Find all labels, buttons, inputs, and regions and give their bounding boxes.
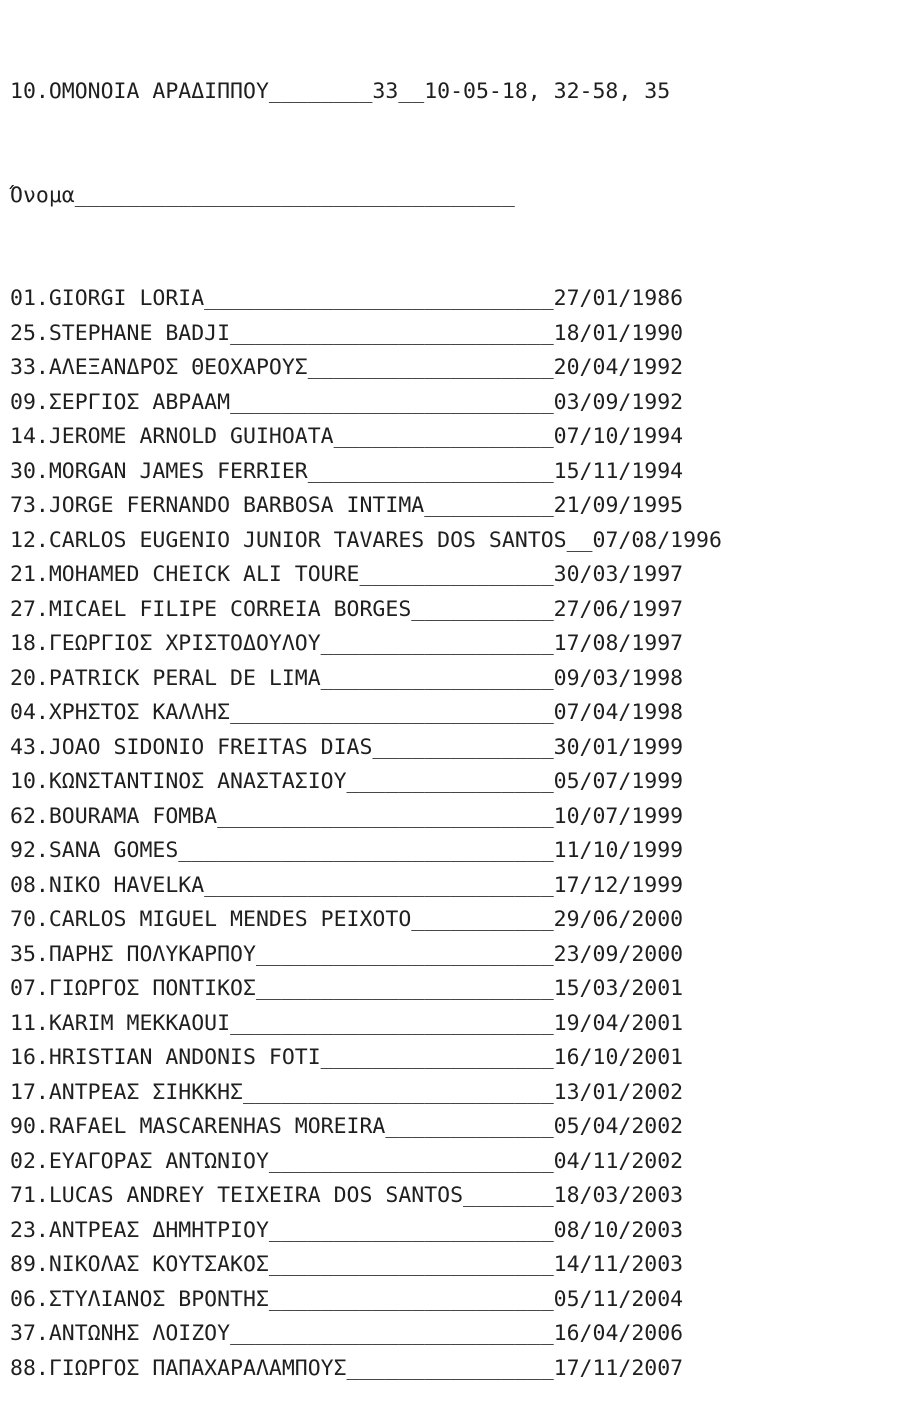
player-row	[10, 800, 900, 835]
player-entry: 07.ΓΙΩΡΓΟΣ ΠΟΝΤΙΚΟΣ	[10, 976, 256, 1001]
player-row	[10, 282, 900, 317]
player-birth-date: 15/11/1994	[553, 458, 684, 484]
player-row	[10, 1352, 900, 1387]
player-entry: 25.STEPHANE BADJI	[10, 320, 231, 346]
player-entry: 70.CARLOS MIGUEL MENDES PEIXOTO	[10, 907, 412, 932]
player-row	[10, 386, 900, 421]
player-row	[10, 524, 900, 559]
underline-fill: __________________	[320, 631, 554, 656]
player-row	[10, 1248, 900, 1283]
player-row	[10, 938, 900, 973]
underline-fill: ______________	[372, 734, 554, 760]
player-entry: 30.MORGAN JAMES FERRIER	[10, 458, 308, 484]
player-birth-date: 27/06/1997	[553, 596, 684, 622]
player-birth-date: 11/10/1999	[553, 838, 684, 863]
underline-fill: _________________	[333, 424, 554, 449]
player-birth-date: 05/07/1999	[553, 769, 684, 794]
player-entry: 16.HRISTIAN ANDONIS FOTI	[10, 1045, 321, 1070]
underline-fill: ______________________	[268, 1286, 554, 1312]
player-entry: 17.ΑΝΤΡΕΑΣ ΣΙΗΚΚΗΣ	[10, 1079, 243, 1105]
player-birth-date: 16/10/2001	[553, 1045, 684, 1070]
underline-fill: _______________	[359, 562, 554, 587]
player-row	[10, 455, 900, 490]
player-birth-date: 18/03/2003	[553, 1183, 684, 1208]
player-row	[10, 558, 900, 593]
player-list	[10, 282, 900, 1386]
player-birth-date: 04/11/2002	[553, 1148, 684, 1174]
player-row	[10, 351, 900, 386]
player-entry: 04.ΧΡΗΣΤΟΣ ΚΑΛΛΗΣ	[10, 700, 231, 725]
underline-fill: __________________	[320, 665, 554, 691]
player-birth-date: 17/08/1997	[553, 631, 684, 656]
underline-fill: __________________________	[217, 803, 554, 829]
player-row	[10, 869, 900, 904]
player-birth-date: 19/04/2001	[553, 1010, 684, 1036]
underline-fill: ___________	[411, 596, 554, 622]
underline-fill: ___________________	[307, 355, 554, 380]
underline-fill: ___________________________	[204, 872, 554, 898]
player-entry: 18.ΓΕΩΡΓΙΟΣ ΧΡΙΣΤΟΔΟΥΛΟΥ	[10, 631, 321, 656]
underline-fill: ___________________________	[204, 286, 554, 311]
underline-fill: __________	[424, 493, 554, 518]
player-row	[10, 972, 900, 1007]
player-row	[10, 1041, 900, 1076]
player-birth-date: 13/01/2002	[553, 1079, 684, 1105]
player-row	[10, 593, 900, 628]
player-entry: 20.PATRICK PERAL DE LIMA	[10, 665, 321, 691]
player-entry: 90.RAFAEL MASCARENHAS MOREIRA	[10, 1114, 386, 1139]
underline-fill: __	[566, 527, 593, 553]
underline-fill: _________________________	[230, 320, 554, 346]
player-row	[10, 1283, 900, 1318]
player-entry: 27.MICAEL FILIPE CORREIA BORGES	[10, 596, 412, 622]
player-entry: 02.ΕΥΑΓΟΡΑΣ ΑΝΤΩΝΙΟΥ	[10, 1148, 269, 1174]
underline-fill: _________________________	[230, 1321, 554, 1346]
player-entry: 35.ΠΑΡΗΣ ΠΟΛΥΚΑΡΠΟΥ	[10, 941, 256, 967]
player-entry: 62.BOURAMA FOMBA	[10, 803, 218, 829]
player-birth-date: 17/12/1999	[553, 872, 684, 898]
player-birth-date: 27/01/1986	[553, 286, 684, 311]
player-entry: 09.ΣΕΡΓΙΟΣ ΑΒΡΑΑΜ	[10, 389, 231, 415]
player-birth-date: 21/09/1995	[553, 493, 684, 518]
underline-fill: ______________________	[268, 1217, 554, 1243]
player-birth-date: 15/03/2001	[553, 976, 684, 1001]
player-entry: 01.GIORGI LORIA	[10, 286, 205, 311]
player-entry: 10.ΚΩΝΣΤΑΝΤΙΝΟΣ ΑΝΑΣΤΑΣΙΟΥ	[10, 769, 347, 794]
underline-fill: _____________________________	[178, 838, 554, 863]
player-entry: 92.SANA GOMES	[10, 838, 179, 863]
player-entry: 71.LUCAS ANDREY TEIXEIRA DOS SANTOS	[10, 1183, 464, 1208]
underline-fill: ________________________	[243, 1079, 554, 1105]
player-entry: 11.KARIM MEKKAOUI	[10, 1010, 231, 1036]
player-birth-date: 07/08/1996	[592, 527, 722, 553]
player-entry: 73.JORGE FERNANDO BARBOSA INTIMA	[10, 493, 425, 518]
player-row	[10, 1317, 900, 1352]
player-row	[10, 662, 900, 697]
player-birth-date: 08/10/2003	[553, 1217, 684, 1243]
player-row	[10, 627, 900, 662]
underline-fill: _________________________	[230, 389, 554, 415]
player-row	[10, 489, 900, 524]
player-entry: 89.ΝΙΚΟΛΑΣ ΚΟΥΤΣΑΚΟΣ	[10, 1252, 269, 1277]
player-birth-date: 05/04/2002	[553, 1114, 684, 1139]
underline-fill: __________________	[320, 1045, 554, 1070]
player-row	[10, 1007, 900, 1042]
underline-fill: _______________________	[255, 976, 554, 1001]
player-birth-date: 30/03/1997	[553, 562, 684, 587]
player-entry: 43.JOAO SIDONIO FREITAS DIAS	[10, 734, 373, 760]
underline-fill: ______________________	[268, 1148, 554, 1174]
player-entry: 14.JEROME ARNOLD GUIHOATA	[10, 424, 334, 449]
player-birth-date: 03/09/1992	[553, 389, 684, 415]
player-row	[10, 420, 900, 455]
player-row	[10, 1214, 900, 1249]
underline-fill: _________________________	[230, 700, 554, 725]
player-entry: 21.MOHAMED CHEICK ALI TOURE	[10, 562, 360, 587]
player-entry: 06.ΣΤΥΛΙΑΝΟΣ ΒΡΟΝΤΗΣ	[10, 1286, 269, 1312]
player-birth-date: 17/11/2007	[553, 1355, 684, 1381]
underline-fill: _______________________	[255, 941, 554, 967]
player-birth-date: 07/10/1994	[553, 424, 684, 449]
underline-fill: ___________	[411, 907, 554, 932]
player-birth-date: 30/01/1999	[553, 734, 684, 760]
player-row	[10, 696, 900, 731]
player-birth-date: 20/04/1992	[553, 355, 684, 380]
underline-fill: ___________________	[307, 458, 554, 484]
player-entry: 37.ΑΝΤΩΝΗΣ ΛΟΙΖΟΥ	[10, 1321, 231, 1346]
player-birth-date: 29/06/2000	[553, 907, 684, 932]
player-birth-date: 16/04/2006	[553, 1321, 684, 1346]
player-row	[10, 1076, 900, 1111]
player-birth-date: 14/11/2003	[553, 1252, 684, 1277]
player-birth-date: 18/01/1990	[553, 320, 684, 346]
underline-fill: ________________	[346, 769, 554, 794]
player-row	[10, 317, 900, 352]
player-row	[10, 731, 900, 766]
player-entry: 23.ΑΝΤΡΕΑΣ ΔΗΜΗΤΡΙΟΥ	[10, 1217, 269, 1243]
player-row	[10, 1179, 900, 1214]
player-birth-date: 05/11/2004	[553, 1286, 684, 1312]
underline-fill: _______	[463, 1183, 554, 1208]
player-birth-date: 09/03/1998	[553, 665, 684, 691]
player-row	[10, 765, 900, 800]
underline-fill: ________________	[346, 1355, 554, 1381]
player-row	[10, 834, 900, 869]
player-row	[10, 1145, 900, 1180]
team-header-line: 10.ΟΜΟΝΟΙΑ ΑΡΑΔΙΠΠΟΥ________33__10-05-18, 32-58, 35	[10, 79, 671, 104]
player-row	[10, 903, 900, 938]
player-row	[10, 1110, 900, 1145]
player-entry: 88.ΓΙΩΡΓΟΣ ΠΑΠΑΧΑΡΑΛΑΜΠΟΥΣ	[10, 1355, 347, 1381]
underline-fill: _________________________	[230, 1010, 554, 1036]
player-birth-date: 07/04/1998	[553, 700, 684, 725]
player-birth-date: 10/07/1999	[553, 803, 684, 829]
player-entry: 12.CARLOS EUGENIO JUNIOR TAVARES DOS SANTOS	[10, 527, 567, 553]
underline-fill: ______________________	[268, 1252, 554, 1277]
player-entry: 33.ΑΛΕΞΑΝΔΡΟΣ ΘΕΟΧΑΡΟΥΣ	[10, 355, 308, 380]
player-birth-date: 23/09/2000	[553, 941, 684, 967]
underline-fill: _____________	[385, 1114, 554, 1139]
name-column-label: Όνομα__________________________________	[10, 182, 515, 208]
player-entry: 08.NIKO HAVELKA	[10, 872, 205, 898]
